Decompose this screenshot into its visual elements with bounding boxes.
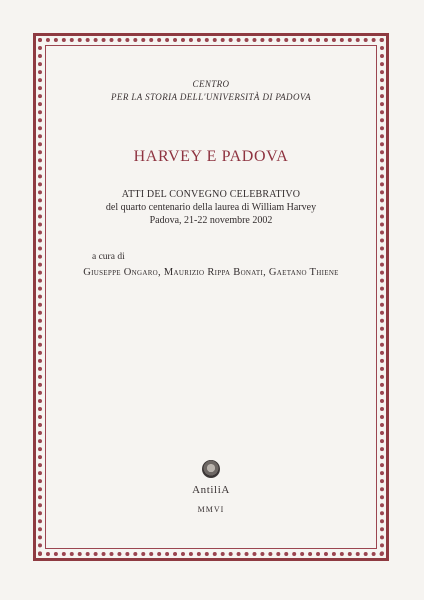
publisher-line-1: CENTRO <box>192 79 230 89</box>
seal-icon <box>202 460 220 478</box>
book-subtitle <box>45 188 377 227</box>
book-title: HARVEY E PADOVA <box>133 148 289 165</box>
subtitle-line-1: ATTI DEL CONVEGNO CELEBRATIVO <box>121 189 301 200</box>
subtitle-line-3: Padova, 21-22 novembre 2002 <box>149 215 273 226</box>
publisher-line-2: PER LA STORIA DELL'UNIVERSITÀ DI PADOVA <box>111 92 311 102</box>
editors-names: Giuseppe Ongaro, Maurizio Rippa Bonati, Gaetano Thiene <box>83 267 339 278</box>
editors-label: a cura di <box>92 252 125 262</box>
imprint-name: AntiliA <box>192 484 230 496</box>
publisher-heading <box>45 78 377 104</box>
subtitle-line-2: del quarto centenario della laurea di William Harvey <box>105 202 317 213</box>
imprint-year: MMVI <box>197 505 225 514</box>
